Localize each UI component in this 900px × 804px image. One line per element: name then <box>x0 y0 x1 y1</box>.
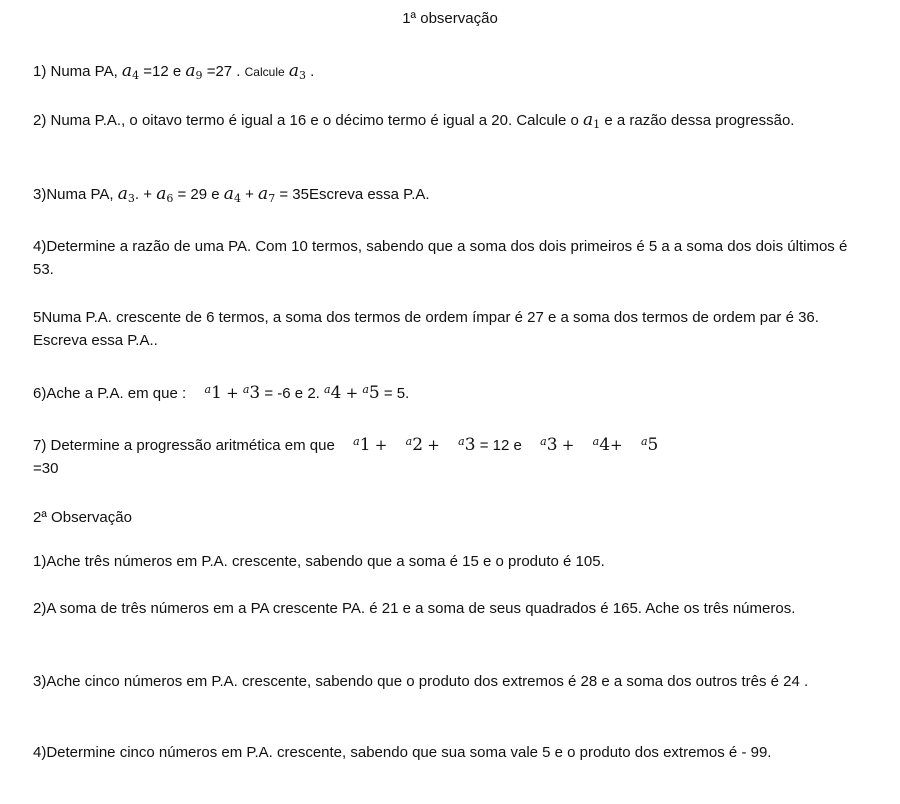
exercise-1-3: 3)Numa PA, $a_3$. + $a_6 = 29$ e $a_4 + a_7$ = 35Escreva essa P.A. <box>33 184 430 205</box>
exercise-1-5: 5Numa P.A. crescente de 6 termos, a soma dos termos de ordem ímpar é 27 e a soma dos termos de ordem par é 36. Escreva essa P.A.. <box>33 309 819 349</box>
exercise-1-1: 1) Numa PA, $a_4 =12$ e $a_9 =27$ . Calcule $a_3$ . <box>33 61 315 82</box>
exercise-2-4: 4)Determine cinco números em P.A. crescente, sabendo que sua soma vale 5 e o produto dos extremos é - 99. <box>33 744 772 761</box>
exercise-2-3: 3)Ache cinco números em P.A. crescente, sabendo que o produto dos extremos é 28 e a soma dos outros três é 24 . <box>33 673 809 690</box>
exercise-2-1: 1)Ache três números em P.A. crescente, sabendo que a soma é 15 e o produto é 105. <box>33 553 605 570</box>
exercise-1-7: 7) Determine a progressão aritmética em que $^a$1 + $^a$2 + $^a$3 = 12 e $^a$3 + $^a$4+ $^a$5 =30 <box>33 435 659 477</box>
exercise-1-6: 6)Ache a P.A. em que : $^a$1 + $^a$3 = -6 e 2. $^a$4 + $^a$5 = 5. <box>33 383 410 403</box>
exercise-1-2: 2) Numa P.A., o oitavo termo é igual a 16 e o décimo termo é igual a 20. Calcule o $a_1$ e a razão dessa progressão. <box>33 110 795 131</box>
exercise-2-2: 2)A soma de três números em a PA crescente PA. é 21 e a soma de seus quadrados é 165. Ache os três números. <box>33 600 796 617</box>
section-title-2: 2ª Observação <box>33 509 132 526</box>
section-title-1: 1ª observação <box>402 10 498 27</box>
exercise-1-4: 4)Determine a razão de uma PA. Com 10 termos, sabendo que a soma dos dois primeiros é 5 a a soma dos dois últimos é 53. <box>33 238 848 278</box>
